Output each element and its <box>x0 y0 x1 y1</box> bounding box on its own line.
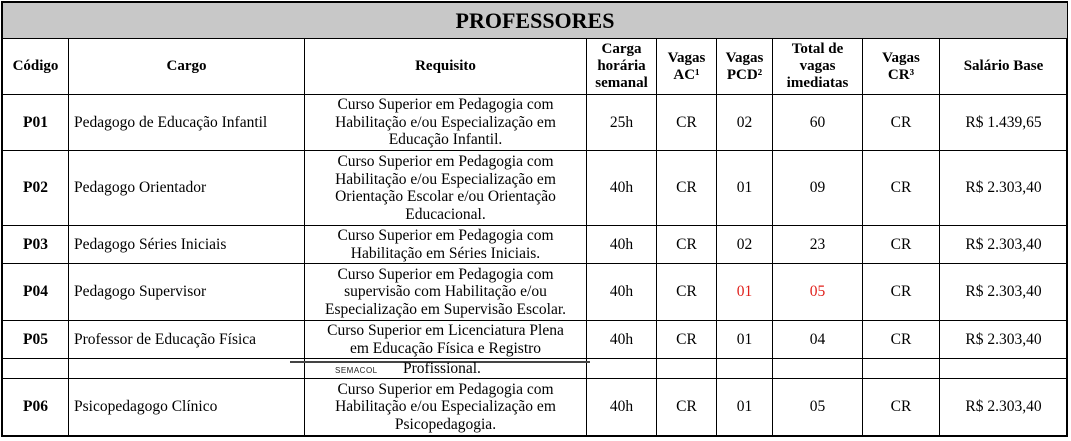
row-requisito <box>305 379 587 436</box>
row-carga: 40h <box>587 151 657 226</box>
header-row <box>3 39 1068 95</box>
header-carga <box>587 39 657 95</box>
header-vagas-cr-line: Vagas <box>882 49 920 66</box>
requisito-line: Habilitação e/ou Especialização em <box>335 113 556 131</box>
row-vagas-pcd: 02 <box>717 226 773 264</box>
row-total: 09 <box>773 151 863 226</box>
header-total-line: vagas <box>799 58 836 74</box>
row-codigo: P04 <box>3 264 69 321</box>
row-vagas-cr: CR <box>863 379 940 436</box>
row-vagas-cr: CR <box>863 321 940 359</box>
header-vagas-ac <box>657 39 717 95</box>
row-salario: R$ 2.303,40 <box>940 151 1068 226</box>
table-row <box>3 226 1068 264</box>
row-codigo: P02 <box>3 151 69 226</box>
row-vagas-pcd: 01 <box>717 379 773 436</box>
row-vagas-ac: CR <box>657 264 717 321</box>
header-vagas-cr-line: CR³ <box>887 66 915 83</box>
header-cargo: Cargo <box>69 39 305 95</box>
row-codigo: P05 <box>3 321 69 359</box>
row-vagas-pcd: 01 <box>717 151 773 226</box>
requisito-overflow-line: Profissional. <box>403 360 481 377</box>
row-vagas-cr: CR <box>863 264 940 321</box>
row-salario: R$ 1.439,65 <box>940 95 1068 151</box>
row-vagas-ac: CR <box>657 151 717 226</box>
header-requisito: Requisito <box>305 39 587 95</box>
row-requisito <box>305 95 587 151</box>
header-total-line: imediatas <box>786 75 849 91</box>
header-vagas-pcd <box>717 39 773 95</box>
table-title: PROFESSORES <box>3 3 1068 39</box>
row-carga: 40h <box>587 226 657 264</box>
row-codigo: P03 <box>3 226 69 264</box>
table-row <box>3 379 1068 436</box>
row-codigo: P06 <box>3 379 69 436</box>
requisito-line: Curso Superior em Pedagogia com <box>337 265 554 283</box>
row-vagas-pcd: 01 <box>717 321 773 359</box>
header-vagas-cr <box>863 39 940 95</box>
row-total: 05 <box>773 264 863 321</box>
row-vagas-pcd: 01 <box>717 264 773 321</box>
header-carga-line: Carga <box>601 41 642 57</box>
row-salario: R$ 2.303,40 <box>940 321 1068 359</box>
row-cargo: Pedagogo de Educação Infantil <box>69 95 305 151</box>
header-vagas-pcd-line: Vagas <box>725 49 764 66</box>
requisito-line: em Educação Física e Registro <box>349 339 542 357</box>
header-carga-line: semanal <box>595 75 648 91</box>
header-vagas-ac-line: AC¹ <box>673 66 700 83</box>
header-codigo: Código <box>3 39 69 95</box>
row-requisito <box>305 264 587 321</box>
requisito-line: Curso Superior em Pedagogia com <box>337 153 554 170</box>
row-total: 05 <box>773 379 863 436</box>
requisito-line: supervisão com Habilitação e/ou <box>344 283 547 301</box>
watermark-label: SEMACOL <box>335 366 378 375</box>
table-row <box>3 321 1068 359</box>
professores-table <box>2 2 1068 436</box>
row-vagas-ac: CR <box>657 321 717 359</box>
requisito-line: Curso Superior em Pedagogia com <box>337 96 554 114</box>
row-total: 60 <box>773 95 863 151</box>
row-vagas-ac: CR <box>657 226 717 264</box>
header-vagas-pcd-line: PCD² <box>726 66 763 83</box>
row-salario: R$ 2.303,40 <box>940 264 1068 321</box>
requisito-line: Curso Superior em Pedagogia com <box>337 380 554 398</box>
row-vagas-ac: CR <box>657 95 717 151</box>
requisito-line: Habilitação e/ou Especialização em <box>335 170 556 188</box>
row-total: 23 <box>773 226 863 264</box>
header-salario: Salário Base <box>940 39 1068 95</box>
row-vagas-cr: CR <box>863 95 940 151</box>
header-vagas-ac-line: Vagas <box>667 49 706 66</box>
row-carga: 40h <box>587 264 657 321</box>
row-carga: 40h <box>587 321 657 359</box>
row-codigo: P01 <box>3 95 69 151</box>
requisito-line: Especialização em Supervisão Escolar. <box>324 300 566 318</box>
row-total: 04 <box>773 321 863 359</box>
table-row <box>3 151 1068 226</box>
table-row <box>3 95 1068 151</box>
requisito-line: Educacional. <box>405 205 486 223</box>
row-salario: R$ 2.303,40 <box>940 226 1068 264</box>
requisito-line: Habilitação e/ou Especialização em <box>335 398 556 416</box>
row-cargo: Professor de Educação Física <box>69 321 305 359</box>
row-carga: 40h <box>587 379 657 436</box>
requisito-line: Educação Infantil. <box>388 131 503 149</box>
row-salario: R$ 2.303,40 <box>940 379 1068 436</box>
requisito-line: Curso Superior em Licenciatura Plena <box>327 322 564 339</box>
row-requisito <box>305 321 587 359</box>
row-cargo: Pedagogo Supervisor <box>69 264 305 321</box>
requisito-line: Psicopedagogia. <box>394 415 497 433</box>
row-vagas-ac: CR <box>657 379 717 436</box>
requisito-line: Habilitação em Séries Iniciais. <box>350 244 541 262</box>
requisito-line: Orientação Escolar e/ou Orientação <box>335 188 556 205</box>
row-vagas-cr: CR <box>863 226 940 264</box>
row-cargo: Pedagogo Orientador <box>69 151 305 226</box>
row-requisito <box>305 226 587 264</box>
requisito-line: Curso Superior em Pedagogia com <box>337 227 554 244</box>
row-vagas-pcd: 02 <box>717 95 773 151</box>
header-total-line: Total de <box>791 41 844 57</box>
row-carga: 25h <box>587 95 657 151</box>
header-total <box>773 39 863 95</box>
row-requisito <box>305 151 587 226</box>
row-cargo: Pedagogo Séries Iniciais <box>69 226 305 264</box>
table-row <box>3 264 1068 321</box>
row-vagas-cr: CR <box>863 151 940 226</box>
row-cargo: Psicopedagogo Clínico <box>69 379 305 436</box>
header-carga-line: horária <box>597 58 646 74</box>
